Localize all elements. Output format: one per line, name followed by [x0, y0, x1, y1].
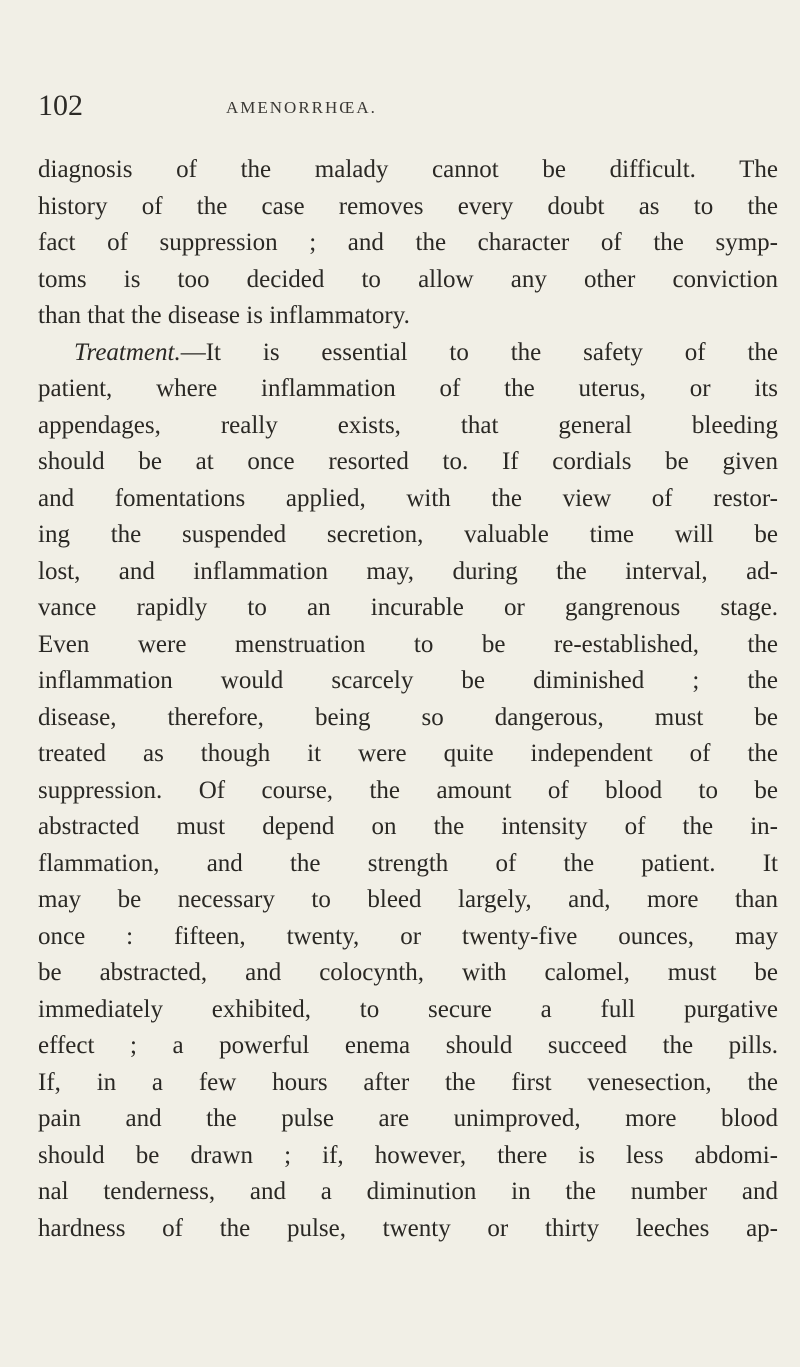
- text-line: vance rapidly to an incurable or gangrenous stage.: [38, 594, 778, 621]
- text-line: hardness of the pulse, twenty or thirty leeches ap-: [38, 1214, 778, 1242]
- text-line: ing the suspended secretion, valuable time will be: [38, 521, 778, 548]
- text-line: effect ; a powerful enema should succeed the pills.: [38, 1032, 778, 1059]
- text-line: diagnosis of the malady cannot be difficult. The: [38, 156, 778, 183]
- text-line: flammation, and the strength of the patient. It: [38, 849, 778, 877]
- page-header: [38, 88, 758, 124]
- text-line: appendages, really exists, that general bleeding: [38, 411, 778, 439]
- text-line: abstracted must depend on the intensity of the in-: [38, 813, 778, 840]
- text-line: lost, and inflammation may, during the interval, ad-: [38, 557, 778, 585]
- text-line: be abstracted, and colocynth, with calomel, must be: [38, 959, 778, 986]
- text-line: should be at once resorted to. If cordials be given: [38, 448, 778, 475]
- text-line: than that the disease is inflammatory.: [38, 302, 410, 329]
- text-line: patient, where inflammation of the uterus, or its: [38, 375, 778, 402]
- text-line: suppression. Of course, the amount of blood to be: [38, 776, 778, 804]
- body-text: [38, 152, 778, 1247]
- text-line: disease, therefore, being so dangerous, must be: [38, 703, 778, 731]
- treatment-paragraph-start: [38, 335, 778, 372]
- text-line: once : fifteen, twenty, or twenty-five ounces, may: [38, 922, 778, 950]
- text-line: and fomentations applied, with the view of restor-: [38, 484, 778, 512]
- text-line: nal tenderness, and a diminution in the number and: [38, 1178, 778, 1205]
- treatment-heading: Treatment.: [74, 338, 181, 366]
- text-line: inflammation would scarcely be diminished ; the: [38, 667, 778, 694]
- running-head: AMENORRHŒA.: [226, 98, 377, 117]
- text-line: fact of suppression ; and the character of the symp-: [38, 229, 778, 256]
- text-line: If, in a few hours after the first venesection, the: [38, 1068, 778, 1096]
- treatment-first-line: —It is essential to the safety of the: [180, 338, 778, 366]
- page-number: 102: [38, 89, 83, 122]
- text-line: treated as though it were quite independent of the: [38, 740, 778, 767]
- text-line: pain and the pulse are unimproved, more blood: [38, 1105, 778, 1132]
- text-line: immediately exhibited, to secure a full purgative: [38, 995, 778, 1023]
- text-line: should be drawn ; if, however, there is less abdomi-: [38, 1141, 778, 1169]
- text-line: toms is too decided to allow any other conviction: [38, 265, 778, 293]
- text-line: history of the case removes every doubt as to the: [38, 192, 778, 220]
- text-line: Even were menstruation to be re-established, the: [38, 630, 778, 658]
- text-line: may be necessary to bleed largely, and, more than: [38, 886, 778, 913]
